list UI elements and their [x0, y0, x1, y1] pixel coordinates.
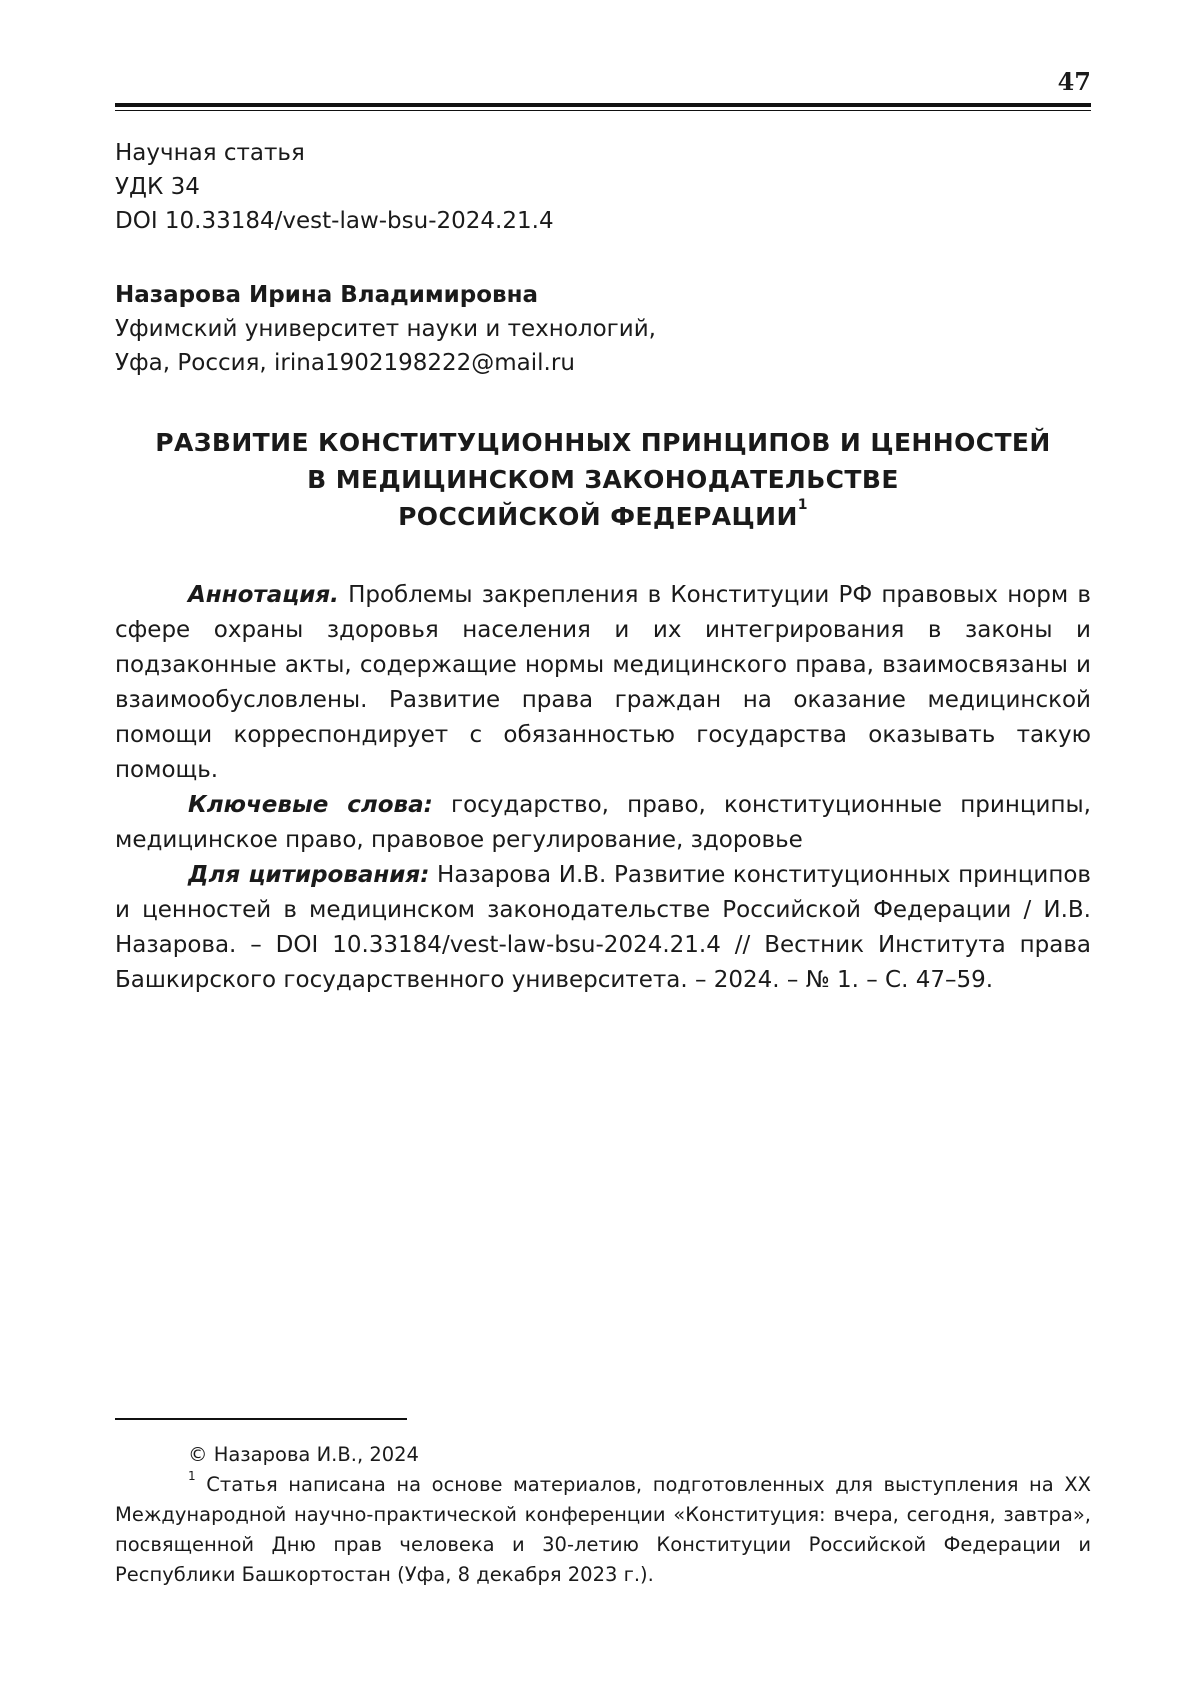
page-number: 47	[1057, 67, 1091, 96]
udc-code: УДК 34	[115, 174, 200, 200]
title-line-3-text: РОССИЙСКОЙ ФЕДЕРАЦИИ	[398, 502, 798, 531]
citation-text: Назарова И.В. Развитие конституционных принципов и ценностей в медицинском законодательстве Российской Федерации / И.В. Назарова. – DOI 10.33184/vest-law-bsu-2024.21.4 // Вестник Института права Башкирского государственного университета. – 2024. – № 1. – С. 47–59.	[115, 862, 1091, 993]
copyright-note: © Назарова И.В., 2024	[188, 1443, 419, 1466]
keywords-label: Ключевые слова:	[188, 792, 433, 818]
footnotes	[115, 1440, 1091, 1590]
title-line-3	[115, 498, 1091, 535]
keywords-text: государство, право, конституционные принципы, медицинское право, правовое регулирование, здоровье	[115, 792, 1091, 853]
annotation-label: Аннотация.	[188, 582, 339, 608]
footnote-1	[115, 1470, 1091, 1590]
annotation-text: Проблемы закрепления в Конституции РФ правовых норм в сфере охраны здоровья населения и их интегрирования в законы и подзаконные акты, содержащие нормы медицинского права, взаимосвязаны и взаимообусловлены. Развитие права граждан на оказание медицинской помощи корреспондирует с обязанностью государства оказывать такую помощь.	[115, 582, 1091, 783]
title-line-2: В МЕДИЦИНСКОМ ЗАКОНОДАТЕЛЬСТВЕ	[307, 465, 899, 494]
author-block	[115, 278, 656, 380]
author-affiliation: Уфимский университет науки и технологий,	[115, 316, 656, 342]
header-rule-thin	[115, 110, 1091, 111]
title-footnote-mark: 1	[797, 497, 808, 513]
footnote-1-text: Статья написана на основе материалов, подготовленных для выступления на XX Международной научно-практической конференции «Конституция: вчера, сегодня, завтра», посвященной Дню прав человека и 30-летию Конституции Российской Федерации и Республики Башкортостан (Уфа, 8 декабря 2023 г.).	[115, 1473, 1091, 1586]
header-rule-thick	[115, 103, 1091, 107]
author-name: Назарова Ирина Владимировна	[115, 282, 538, 308]
footnote-divider	[115, 1418, 407, 1420]
citation-label: Для цитирования:	[188, 862, 430, 888]
annotation-paragraph	[115, 578, 1091, 788]
doi: DOI 10.33184/vest-law-bsu-2024.21.4	[115, 208, 554, 234]
keywords-paragraph	[115, 788, 1091, 858]
abstract-section	[115, 578, 1091, 998]
author-location-email: Уфа, Россия, irina1902198222@mail.ru	[115, 350, 575, 376]
title-line-1: РАЗВИТИЕ КОНСТИТУЦИОННЫХ ПРИНЦИПОВ И ЦЕННОСТЕЙ	[155, 428, 1051, 457]
article-type: Научная статья	[115, 140, 305, 166]
citation-paragraph	[115, 858, 1091, 998]
article-title	[115, 424, 1091, 535]
article-meta	[115, 136, 554, 238]
footnote-1-mark: 1	[188, 1469, 196, 1483]
